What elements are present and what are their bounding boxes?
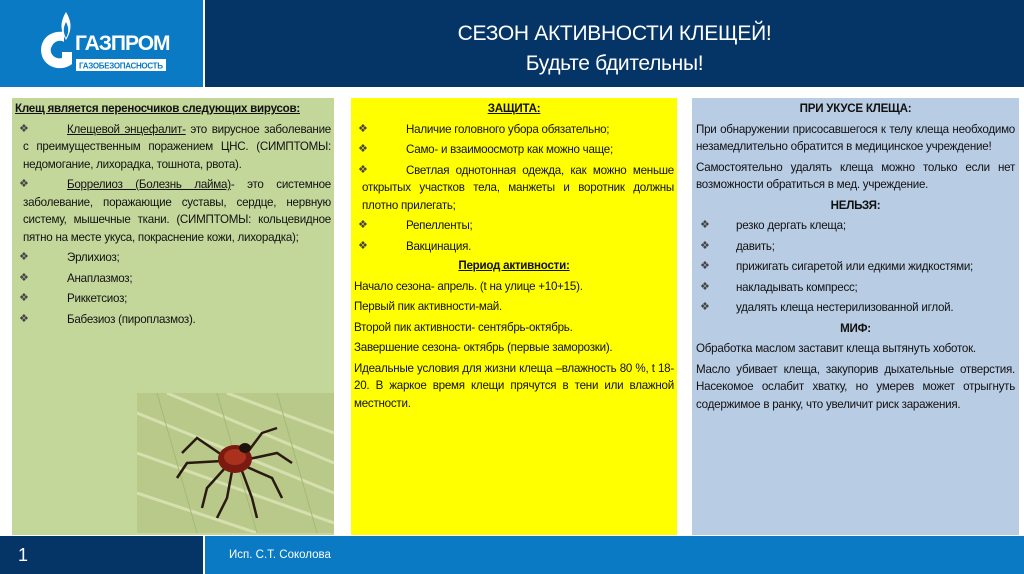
protection-panel (351, 98, 677, 535)
list-item (354, 217, 674, 235)
disease-name: Боррелиоз (Болезнь лайма) (67, 178, 231, 191)
bullet-icon: ❖ (19, 271, 29, 284)
disease-text: - это системное заболевание, поражающие суставы, сердце, нервную систему, мышечные ткани. (СИМПТОМЫ: кольцевидное пятно на месте укуса, покраснение кожи, лихорадка); (23, 178, 331, 244)
footer-author: Исп. С.Т. Соколова (205, 536, 1024, 574)
bite-paragraph: Самостоятельно удалять клеща можно только если нет возможности обратиться в мед. учреждение. (696, 160, 1015, 191)
bullet-icon: ❖ (19, 292, 29, 304)
myth-explanation: Масло убивает клеща, закупорив дыхательные отверстия. Насекомое ослабит хватку, но умерев может отрыгнуть содержимое в ранку, что увеличит риск заражения. (696, 362, 1015, 411)
list-item (15, 176, 331, 246)
list-item (15, 121, 331, 174)
bullet-icon: ❖ (19, 122, 29, 135)
bullet-icon: ❖ (700, 280, 710, 293)
disease-text: Анаплазмоз; (67, 271, 133, 285)
list-item (354, 238, 674, 256)
slide-subtitle: Будьте бдительны! (525, 52, 704, 75)
period-heading: Период активности: (458, 259, 570, 272)
disease-name: Клещевой энцефалит- (67, 122, 186, 136)
protection-text: Само- и взаимоосмотр как можно чаще; (406, 143, 613, 156)
bullet-icon: ❖ (358, 239, 368, 252)
bullet-icon: ❖ (700, 301, 710, 313)
list-item (696, 217, 1015, 235)
disease-text: Эрлихиоз; (67, 251, 120, 264)
list-item (15, 311, 331, 329)
period-text: Идеальные условия для жизни клеща –влажность 80 %, t 18-20. В жаркое время клещи прячутся в тени или влажной местности. (354, 361, 674, 410)
myth-text: Обработка маслом заставит клеща вытянуть хоботок. (696, 342, 976, 355)
forbidden-heading: НЕЛЬЗЯ: (830, 198, 881, 212)
viruses-heading: Клещ является переносчиков следующих вирусов: (15, 102, 301, 115)
bullet-icon: ❖ (19, 251, 29, 263)
myth-heading: МИФ: (840, 321, 871, 335)
protection-text: Светлая однотонная одежда, как можно меньше открытых участков тела, манжеты и воротник должны плотно прилегать; (362, 163, 674, 212)
bullet-icon: ❖ (700, 239, 710, 252)
bullet-icon: ❖ (19, 178, 29, 190)
list-item (15, 249, 331, 267)
tick-photo (137, 393, 334, 533)
bullet-icon: ❖ (358, 143, 368, 155)
bullet-icon: ❖ (700, 260, 710, 272)
list-item (15, 290, 331, 308)
gazprom-logo (0, 0, 203, 87)
list-item (696, 238, 1015, 256)
bullet-icon: ❖ (358, 219, 368, 231)
list-item (696, 279, 1015, 297)
title-bar (205, 0, 1024, 87)
protection-text: Вакцинация. (406, 239, 472, 253)
forbidden-text: прижигать сигаретой или едкими жидкостями; (736, 260, 974, 273)
slide-number: 1 (0, 536, 203, 574)
list-item (354, 121, 674, 139)
protection-text: Репелленты; (406, 219, 473, 232)
bullet-icon: ❖ (19, 312, 29, 325)
period-text: Второй пик активности- сентябрь-октябрь. (354, 320, 573, 334)
bite-paragraph: При обнаружении присосавшегося к телу клеща необходимо незамедлительно обратится в медицинское учреждение! (696, 122, 1015, 153)
disease-text: это вирусное заболевание с преимущественным поражением ЦНС. (СИМПТОМЫ: недомогание, лихорадка, тошнота, рвота). (23, 122, 332, 171)
forbidden-text: удалять клеща нестерилизованной иглой. (736, 301, 954, 314)
forbidden-text: давить; (736, 239, 775, 253)
period-text: Начало сезона- апрель. (t на улице +10+15). (354, 279, 583, 293)
disease-text: Риккетсиоз; (67, 292, 128, 305)
list-item (696, 299, 1015, 317)
bite-heading: ПРИ УКУСЕ КЛЕЩА: (799, 102, 912, 115)
bullet-icon: ❖ (358, 163, 368, 176)
forbidden-text: накладывать компресс; (736, 280, 858, 294)
list-item (696, 258, 1015, 276)
protection-text: Наличие головного убора обязательно; (406, 122, 610, 136)
list-item (354, 162, 674, 215)
disease-text: Бабезиоз (пироплазмоз). (67, 312, 196, 326)
logo-subtext: ГАЗОБЕЗОПАСНОСТЬ (79, 61, 163, 71)
list-item (354, 141, 674, 159)
forbidden-text: резко дергать клеща; (736, 219, 846, 232)
period-text: Первый пик активности-май. (354, 300, 502, 313)
logo-text: ГАЗПРОМ (75, 32, 170, 55)
slide-title: СЕЗОН АКТИВНОСТИ КЛЕЩЕЙ! (457, 22, 772, 45)
period-text: Завершение сезона- октябрь (первые заморозки). (354, 341, 613, 354)
bite-panel (692, 98, 1019, 535)
bullet-icon: ❖ (700, 219, 710, 231)
list-item (15, 270, 331, 288)
protection-heading: ЗАЩИТА: (487, 102, 541, 115)
bullet-icon: ❖ (358, 122, 368, 135)
